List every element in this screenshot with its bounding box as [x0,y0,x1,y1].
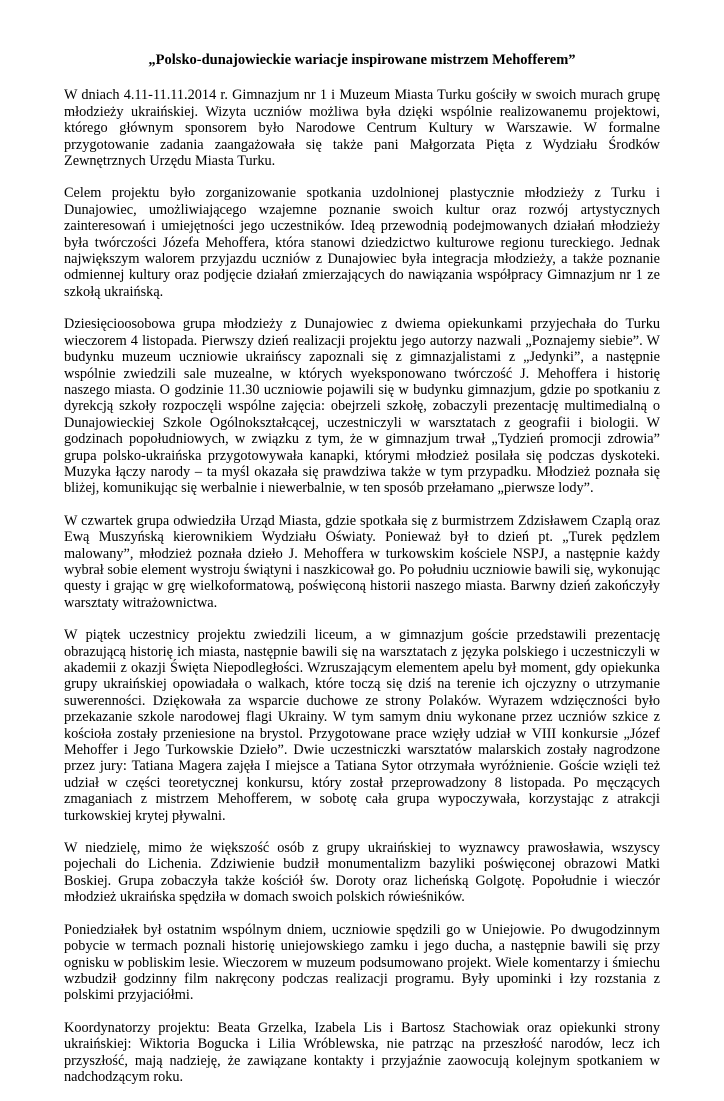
paragraph-coordinators: Koordynatorzy projektu: Beata Grzelka, Izabela Lis i Bartosz Stachowiak oraz opiekunki strony ukraińskiej: Wiktoria Bogucka i Lilia Wróblewska, nie patrząc na przeszłość narodów, lecz ich przyszłość, mają nadzieję, że zawiązane kontakty i przyjaźnie zaowocują kolejnym spotkaniem w nadchodzącym roku. [64,1019,660,1085]
paragraph-sunday: W niedzielę, mimo że większość osób z grupy ukraińskiej to wyznawcy prawosławia, wszyscy pojechali do Lichenia. Zdziwienie budził monumentalizm bazyliki poświęconej obrazowi Matki Boskiej. Grupa zobaczyła także kościół św. Doroty oraz licheńską Golgotę. Popołudnie i wieczór młodzież ukraińska spędziła w domach swoich polskich rówieśników. [64,840,660,906]
paragraph-intro: W dniach 4.11-11.11.2014 r. Gimnazjum nr 1 i Muzeum Miasta Turku gościły w swoich murach grupę młodzieży ukraińskiej. Wizyta uczniów możliwa była dzięki wspólnie realizowanemu projektowi, którego głównym sponsorem było Narodowe Centrum Kultury w Warszawie. W formalne przygotowanie zadania zaangażowała się także pani Małgorzata Pięta z Wydziału Środków Zewnętrznych Urzędu Miasta Turku. [64,87,660,170]
paragraph-first-day: Dziesięcioosobowa grupa młodzieży z Dunajowiec z dwiema opiekunkami przyjechała do Turku wieczorem 4 listopada. Pierwszy dzień realizacji projektu jego autorzy nazwali „Poznajemy siebie”. W budynku muzeum uczniowie ukraińscy zapoznali się z gimnazjalistami z „Jedynki”, a następnie wspólnie zwiedzili sale muzealne, w których wyeksponowano twórczość J. Mehoffera i historię naszego miasta. O godzinie 11.30 uczniowie pojawili się w budynku gimnazjum, gdzie po spotkaniu z dyrekcją szkoły rozpoczęli wspólne zajęcia: obejrzeli szkołę, zobaczyli prezentację multimedialną o Dunajowieckiej Szkole Ogólnokształcącej, uczestniczyli w warsztatach z geografii i biologii. W godzinach popołudniowych, w związku z tym, że w gimnazjum trwał „Tydzień promocji zdrowia” grupa polsko-ukraińska przygotowywała kanapki, którymi młodzież posilała się podczas dyskoteki. Muzyka łączy narody – ta myśl okazała się prawdziwa także w tym przypadku. Młodzież poznała się bliżej, komunikując się werbalnie i niewerbalnie, w ten sposób przełamano „pierwsze lody”. [64,316,660,497]
paragraph-thursday: W czwartek grupa odwiedziła Urząd Miasta, gdzie spotkała się z burmistrzem Zdzisławem Czaplą oraz Ewą Muszyńską kierownikiem Wydziału Oświaty. Ponieważ był to dzień pt. „Turek pędzlem malowany”, młodzież poznała dzieło J. Mehoffera w turkowskim kościele NSPJ, a następnie każdy wybrał sobie element wystroju świątyni i naszkicował go. Po południu uczniowie bawili się, wykonując questy i grając w grę wielkoformatową, poświęconą historii naszego miasta. Barwny dzień zakończyły warsztaty witrażownictwa. [64,512,660,611]
document-page [64,52,660,1101]
document-title: „Polsko-dunajowieckie wariacje inspirowane mistrzem Mehofferem” [148,52,576,68]
paragraph-monday: Poniedziałek był ostatnim wspólnym dniem, uczniowie spędzili go w Uniejowie. Po dwugodzinnym pobycie w termach poznali historię uniejowskiego zamku i jego ducha, a następnie bawili się przy ognisku w pobliskim lesie. Wieczorem w muzeum podsumowano projekt. Wiele komentarzy i śmiechu wzbudził godzinny film nakręcony podczas realizacji programu. Były upominki i łzy rozstania z polskimi przyjaciółmi. [64,921,660,1004]
paragraph-project-goal: Celem projektu było zorganizowanie spotkania uzdolnionej plastycznie młodzieży z Turku i Dunajowiec, umożliwiającego wzajemne poznanie swoich kultur oraz rozwój artystycznych zainteresowań i umiejętności jego uczestników. Ideą przewodnią podejmowanych działań młodzieży była twórczości Józefa Mehoffera, która stanowi dziedzictwo kulturowe regionu tureckiego. Jednak największym walorem przyjazdu uczniów z Dunajowiec była integracja młodzieży, a także poznanie odmiennej kultury oraz podjęcie działań zmierzających do nawiązania współpracy Gimnazjum nr 1 ze szkołą ukraińską. [64,185,660,300]
paragraph-friday: W piątek uczestnicy projektu zwiedzili liceum, a w gimnazjum goście przedstawili prezentację obrazującą historię ich miasta, następnie bawili się na warsztatach z języka polskiego i uczestniczyli w akademii z okazji Święta Niepodległości. Wzruszającym elementem apelu był moment, gdy opiekunka grupy ukraińskiej opowiadała o walkach, które toczą się dziś na terenie ich ojczyzny o utrzymanie suwerenności. Dziękowała za wsparcie duchowe ze strony Polaków. Wyrazem wdzięczności było przekazanie szkole narodowej flagi Ukrainy. W tym samym dniu wykonane przez uczniów szkice z kościoła zostały przeniesione na brystol. Przygotowane prace wzięły udział w VIII konkursie „Józef Mehoffer i Jego Turkowskie Dzieło”. Dwie uczestniczki warsztatów malarskich zostały nagrodzone przez jury: Tatiana Magera zajęła I miejsce a Tatiana Sytor otrzymała wyróżnienie. Goście wzięli też udział w części teoretycznej konkursu, który został przeprowadzony 8 listopada. Po męczących zmaganiach z mistrzem Mehofferem, w sobotę cała grupa wypoczywała, korzystając z atrakcji turkowskiej krytej pływalni. [64,627,660,824]
